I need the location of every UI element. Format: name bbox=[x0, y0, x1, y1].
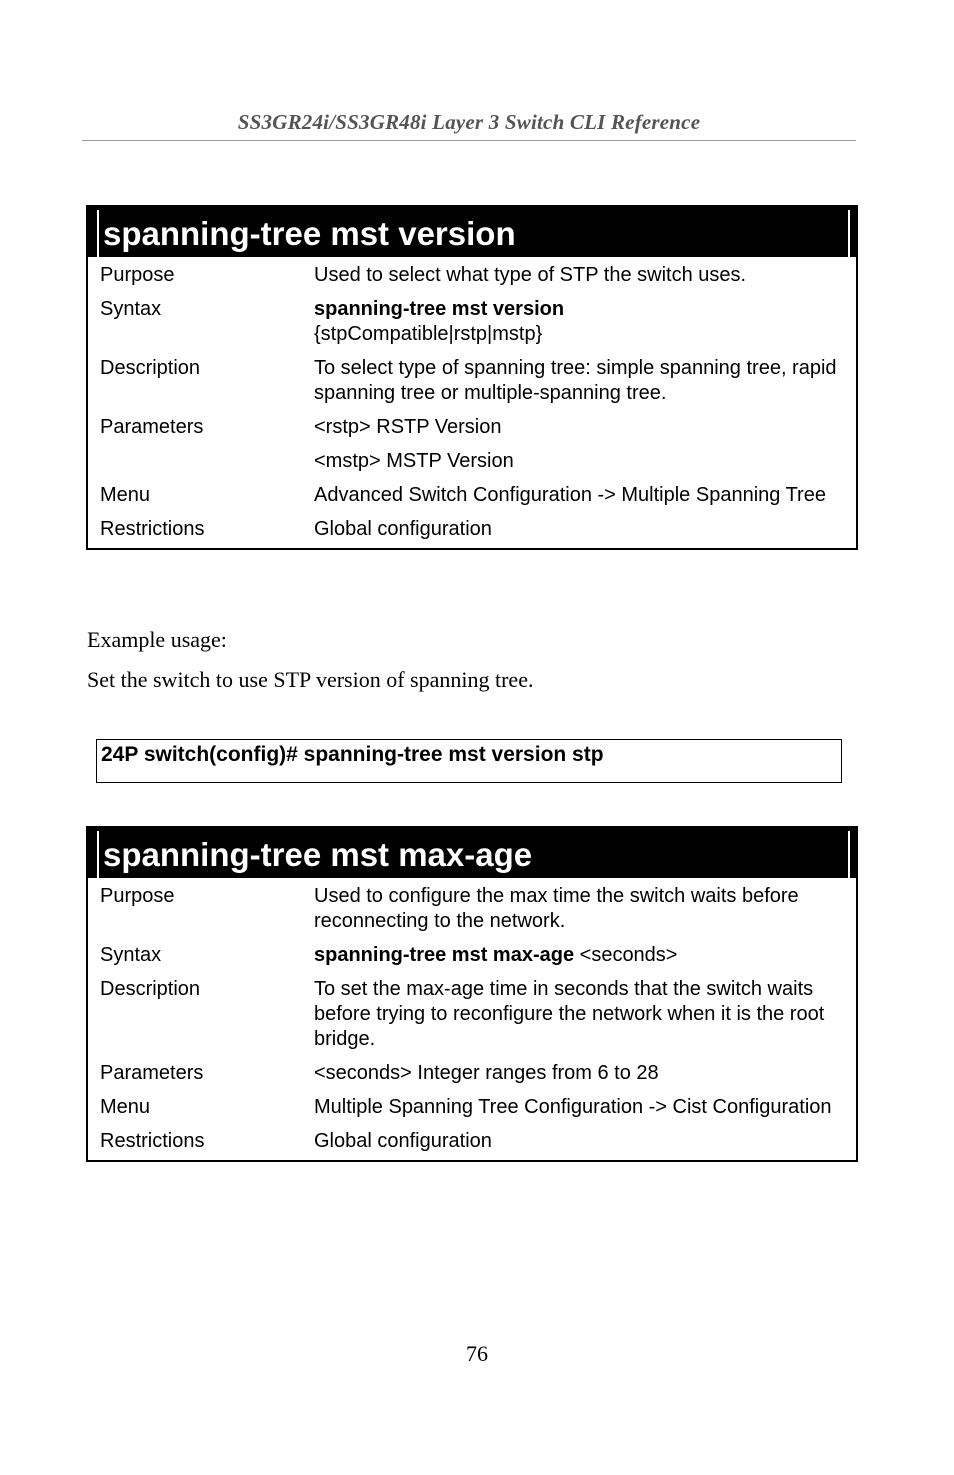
title-bar-accent-right bbox=[848, 831, 850, 878]
parameters-value bbox=[314, 1061, 856, 1086]
page-number: 76 bbox=[466, 1341, 488, 1366]
parameters-label: Parameters bbox=[100, 1062, 204, 1084]
menu-value: Multiple Spanning Tree Configuration -> Cist Configuration bbox=[314, 1096, 832, 1118]
syntax-row bbox=[88, 943, 856, 968]
description-value: To set the max-age time in seconds that the switch waits before trying to reconfigure the network when it is the root bridge. bbox=[314, 978, 825, 1050]
command-rows bbox=[88, 257, 856, 548]
menu-value: Advanced Switch Configuration -> Multiple Spanning Tree bbox=[314, 484, 826, 506]
command-title: spanning-tree mst version bbox=[103, 215, 516, 252]
syntax-value bbox=[314, 297, 856, 347]
command-title: spanning-tree mst max-age bbox=[103, 836, 533, 873]
syntax-value bbox=[314, 943, 856, 968]
purpose-value: Used to select what type of STP the switch uses. bbox=[314, 264, 747, 286]
command-box-mst-version bbox=[86, 205, 858, 550]
description-row bbox=[88, 977, 856, 1052]
title-bar-accent-left bbox=[97, 210, 99, 257]
restrictions-value: Global configuration bbox=[314, 518, 492, 540]
restrictions-label: Restrictions bbox=[100, 1130, 205, 1152]
command-rows bbox=[88, 878, 856, 1160]
restrictions-label: Restrictions bbox=[100, 518, 205, 540]
title-bar-accent-right bbox=[848, 210, 850, 257]
menu-label: Menu bbox=[100, 1096, 151, 1118]
parameters-value bbox=[314, 415, 856, 474]
menu-label: Menu bbox=[100, 484, 151, 506]
restrictions-row bbox=[88, 517, 856, 542]
parameter-item: <rstp> RSTP Version bbox=[314, 416, 502, 438]
parameters-label: Parameters bbox=[100, 416, 204, 438]
menu-row bbox=[88, 1095, 856, 1120]
header-rule bbox=[82, 140, 856, 141]
purpose-label: Purpose bbox=[100, 264, 175, 286]
restrictions-row bbox=[88, 1129, 856, 1154]
description-value: To select type of spanning tree: simple spanning tree, rapid spanning tree or multiple-spanning tree. bbox=[314, 357, 837, 404]
parameter-item: <mstp> MSTP Version bbox=[314, 450, 514, 472]
syntax-args: <seconds> bbox=[574, 944, 678, 966]
command-box-mst-max-age bbox=[86, 826, 858, 1162]
restrictions-value: Global configuration bbox=[314, 1130, 492, 1152]
description-row bbox=[88, 356, 856, 406]
example-description: Set the switch to use STP version of spanning tree. bbox=[87, 667, 534, 692]
title-bar-accent-left bbox=[97, 831, 99, 878]
example-intro: Example usage: bbox=[87, 627, 227, 652]
syntax-keyword: spanning-tree mst max-age bbox=[314, 944, 575, 966]
syntax-row bbox=[88, 297, 856, 347]
purpose-row bbox=[88, 884, 856, 934]
command-title-bar bbox=[88, 828, 856, 878]
syntax-args: {stpCompatible|rstp|mstp} bbox=[314, 323, 543, 345]
parameter-item: <seconds> Integer ranges from 6 to 28 bbox=[314, 1062, 659, 1084]
syntax-label: Syntax bbox=[100, 298, 162, 320]
parameters-row bbox=[88, 415, 856, 474]
purpose-row bbox=[88, 263, 856, 288]
syntax-label: Syntax bbox=[100, 944, 162, 966]
purpose-value: Used to configure the max time the switch waits before reconnecting to the network. bbox=[314, 885, 799, 932]
parameters-row bbox=[88, 1061, 856, 1086]
running-header: SS3GR24i/SS3GR48i Layer 3 Switch CLI Reference bbox=[237, 110, 701, 134]
command-title-bar bbox=[88, 207, 856, 257]
purpose-label: Purpose bbox=[100, 885, 175, 907]
code-example: 24P switch(config)# spanning-tree mst version stp bbox=[96, 739, 842, 783]
menu-row bbox=[88, 483, 856, 508]
syntax-keyword: spanning-tree mst version bbox=[314, 298, 565, 320]
description-label: Description bbox=[100, 978, 201, 1000]
description-label: Description bbox=[100, 357, 201, 379]
